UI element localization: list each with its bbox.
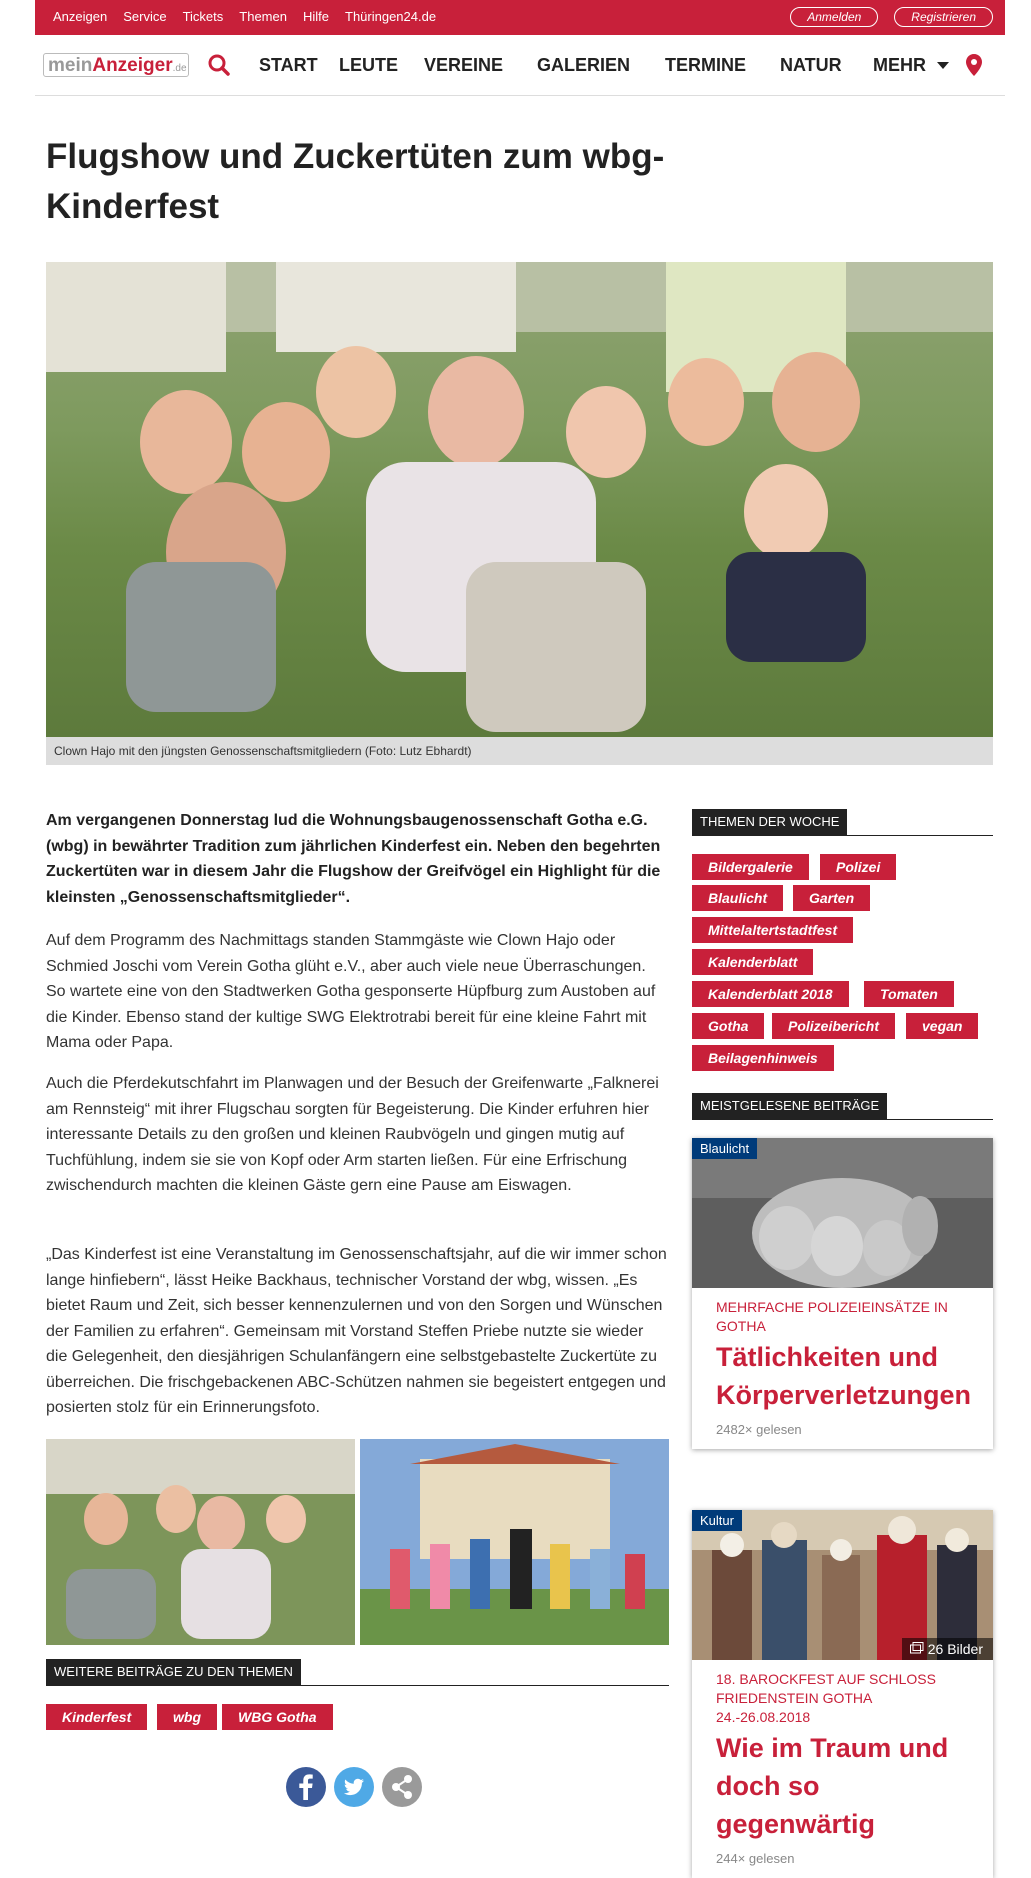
card-read-count: 244× gelesen [716,1851,795,1866]
theme-tag[interactable]: Tomaten [864,981,954,1007]
hero-image[interactable] [46,262,993,737]
card-category-badge: Kultur [692,1510,742,1531]
theme-tag[interactable]: Bildergalerie [692,854,809,880]
card-kicker: MEHRFACHE POLIZEIEINSÄTZE IN GOTHA [716,1299,948,1334]
site-logo[interactable] [43,53,189,77]
image-caption: Clown Hajo mit den jüngsten Genossenschaftsmitgliedern (Foto: Lutz Ebhardt) [46,737,993,765]
account-buttons [790,7,993,27]
card-read-count: 2482× gelesen [716,1422,802,1437]
card-title[interactable]: Tätlichkeiten und Körperverletzungen [716,1342,972,1410]
themes-heading: THEMEN DER WOCHE [692,809,847,835]
theme-tag[interactable]: Polizeibericht [772,1013,895,1039]
location-pin-icon[interactable] [965,53,983,82]
theme-tag[interactable]: Beilagenhinweis [692,1045,834,1071]
top-link-anzeigen[interactable]: Anzeigen [53,9,108,24]
nav-item-vereine[interactable]: VEREINE [424,55,504,75]
twitter-share-icon[interactable] [334,1767,374,1807]
login-button[interactable]: Anmelden [790,7,878,27]
top-link-themen[interactable]: Themen [239,9,287,24]
gallery-icon [910,1642,924,1654]
theme-tag[interactable]: vegan [906,1013,978,1039]
top-link-service[interactable]: Service [123,9,167,24]
theme-tag[interactable]: Garten [793,885,870,911]
card-category-badge: Blaulicht [692,1138,757,1159]
logo-main: mein [48,55,93,76]
top-nav [53,9,436,24]
top-link-tickets[interactable]: Tickets [182,9,224,24]
top-link-thueringen24[interactable]: Thüringen24.de [345,9,437,24]
article-paragraph: Auf dem Programm des Nachmittags standen Stammgäste wie Clown Hajo oder Schmied Joschi vom Verein Gotha glüht e.V., aber auch viele neue Überraschungen. So wartete eine von den Stadtwerken Gotha gesponserte Hüpfburg zum Austoben auf die Kinder. Ebenso stand der kultige SWG Elektrotrabi bereit für eine kleine Fahrt mit Mama oder Papa. [46,932,656,1051]
theme-tag[interactable]: Kalenderblatt [692,949,813,975]
logo-accent: Anzeiger [92,55,173,76]
article-card[interactable] [692,1510,993,1878]
logo-domain: .de [172,63,187,74]
nav-item-termine[interactable]: TERMINE [665,55,746,75]
article-card[interactable] [692,1138,993,1449]
top-link-hilfe[interactable]: Hilfe [302,9,329,24]
more-topics-header [46,1659,669,1686]
gallery-count-label: 26 Bilder [927,1641,983,1657]
register-button[interactable]: Registrieren [894,7,993,27]
gallery-thumbnail[interactable] [360,1439,669,1645]
nav-item-leute[interactable]: LEUTE [339,55,399,75]
nav-item-galerien[interactable]: GALERIEN [537,55,631,75]
more-topics-heading: WEITERE BEITRÄGE ZU DEN THEMEN [46,1659,301,1685]
card-image[interactable] [692,1138,993,1288]
theme-tag[interactable]: Kalenderblatt 2018 [692,981,849,1007]
gallery-thumbnail[interactable] [46,1439,355,1645]
facebook-share-icon[interactable] [286,1767,326,1807]
main-nav [35,35,1005,96]
theme-tag[interactable]: Polizei [820,854,896,880]
share-icon[interactable] [382,1767,422,1807]
theme-tag[interactable]: Mittelaltertstadtfest [692,917,853,943]
nav-item-start[interactable]: START [259,55,318,75]
tag-wbg-gotha[interactable]: WBG Gotha [222,1704,333,1730]
article-title: Flugshow und Zuckertüten zum wbg-Kinderfest [46,137,665,226]
gallery-count[interactable] [902,1638,993,1660]
article-lead: Am vergangenen Donnerstag lud die Wohnungsbaugenossenschaft Gotha e.G. (wbg) in bewährter Tradition zum jährlichen Kinderfest ein. Neben den begehrten Zuckertüten war in diesem Jahr die Flugshow der Greifvögel ein Highlight für die kleinsten „Genossenschaftsmitglieder“. [46,812,661,906]
popular-heading: MEISTGELESENE BEITRÄGE [692,1093,887,1119]
chevron-down-icon [937,62,949,70]
nav-item-mehr[interactable]: MEHR [873,55,926,75]
card-image[interactable] [692,1510,993,1660]
popular-header [692,1093,993,1120]
themes-header [692,809,993,836]
article-paragraph: „Das Kinderfest ist eine Veranstaltung im Genossenschaftsjahr, auf die wir immer schon lange hinfiebern“, lässt Heike Backhaus, technischer Vorstand der wbg, wissen. „Es bietet Raum und Zeit, sich besser kennenzulernen und von den Sorgen und Wünschen der Familien zu erfahren“. Gemeinsam mit Vorstand Steffen Priebe nutzte sie wieder die Gelegenheit, den diesjährigen Schulanfängern eine selbstgebastelte Zuckertüte zu überreichen. Die frischgebackenen ABC-Schützen nahmen sie begeistert entgegen und posierten stolz für ein Erinnerungsfoto. [46,1246,667,1416]
card-title[interactable]: Wie im Traum und doch so gegenwärtig [716,1733,949,1839]
theme-tag[interactable]: Gotha [692,1013,764,1039]
tag-kinderfest[interactable]: Kinderfest [46,1704,147,1730]
tag-wbg[interactable]: wbg [157,1704,217,1730]
card-kicker: 18. BAROCKFEST AUF SCHLOSS FRIEDENSTEIN GOTHA 24.-26.08.2018 [716,1671,936,1725]
nav-item-natur[interactable]: NATUR [780,55,842,75]
search-icon[interactable] [207,53,231,82]
article-paragraph: Auch die Pferdekutschfahrt im Planwagen und der Besuch der Greifenwarte „Falknerei am Rennsteig“ mit ihrer Flugschau sorgten für Begeisterung. Die Kinder erfuhren hier interessante Details zu den großen und kleinen Raubvögeln und gingen mutig auf Tuchfühlung, indem sie sie von Kopf oder Arm starten ließen. Für eine Erfrischung zwischendurch machten die kleinen Gäste gern eine Pause am Eiswagen. [46,1075,659,1194]
theme-tag[interactable]: Blaulicht [692,885,783,911]
top-bar [35,0,1005,35]
